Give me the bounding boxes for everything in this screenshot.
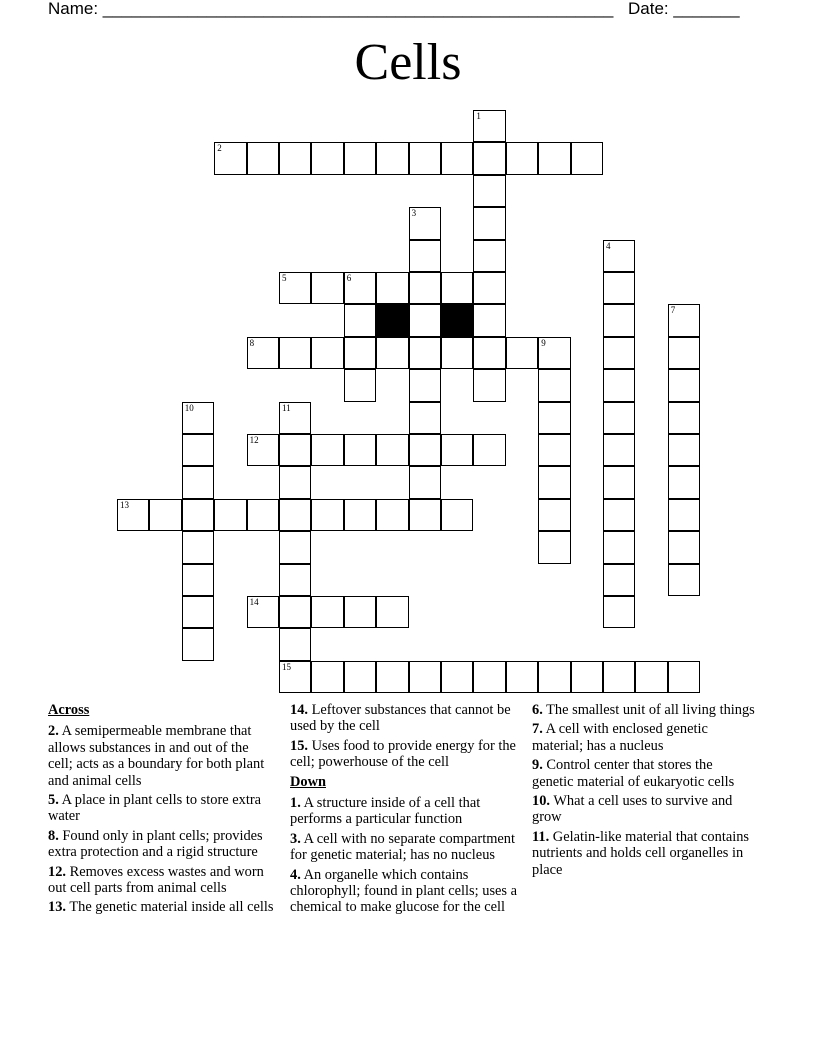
crossword-cell[interactable]	[668, 337, 700, 369]
down-clue	[532, 757, 756, 790]
clue-text: A semipermeable membrane that allows substances in and out of the cell; acts as a boundary for both plant and animal cells	[48, 723, 265, 789]
clue-number-label: 12.	[48, 863, 66, 880]
clue-number-label: 1.	[290, 795, 301, 812]
clue-text: The smallest unit of all living things	[542, 702, 755, 718]
clue-text: What a cell uses to survive and grow	[532, 793, 733, 826]
crossword-cell[interactable]	[279, 272, 311, 304]
crossword-cell[interactable]	[538, 661, 570, 693]
crossword-cell[interactable]	[668, 434, 700, 466]
crossword-cell[interactable]	[376, 434, 408, 466]
crossword-cell[interactable]	[409, 499, 441, 531]
crossword-cell[interactable]	[409, 466, 441, 498]
across-clue	[48, 792, 276, 825]
crossword-cell[interactable]	[409, 434, 441, 466]
clue-number-label: 11.	[532, 828, 550, 845]
crossword-grid	[117, 110, 699, 692]
across-clue	[48, 899, 276, 915]
crossword-cell[interactable]	[668, 402, 700, 434]
crossword-cell[interactable]	[344, 304, 376, 336]
down-clue	[532, 721, 756, 754]
down-clue	[290, 795, 526, 828]
crossword-cell[interactable]	[635, 661, 667, 693]
blocked-square	[376, 304, 408, 336]
crossword-cell[interactable]	[603, 531, 635, 563]
crossword-cell[interactable]	[473, 272, 505, 304]
down-clue	[532, 702, 756, 718]
crossword-cell[interactable]	[409, 661, 441, 693]
clue-number-label: 5.	[48, 792, 59, 809]
crossword-cell[interactable]	[668, 531, 700, 563]
crossword-cell[interactable]	[311, 337, 343, 369]
crossword-cell[interactable]	[441, 499, 473, 531]
crossword-cell[interactable]	[182, 531, 214, 563]
across-clue	[290, 738, 526, 771]
crossword-cell[interactable]	[668, 369, 700, 401]
header	[48, 0, 748, 22]
crossword-cell[interactable]	[538, 337, 570, 369]
crossword-cell[interactable]	[506, 142, 538, 174]
crossword-cell[interactable]	[279, 628, 311, 660]
crossword-cell[interactable]	[603, 402, 635, 434]
crossword-cell[interactable]	[538, 142, 570, 174]
crossword-cell[interactable]	[603, 661, 635, 693]
clue-number: 12	[249, 435, 259, 445]
crossword-cell[interactable]	[441, 434, 473, 466]
page-title: Cells	[354, 34, 462, 91]
crossword-cell[interactable]	[279, 142, 311, 174]
crossword-cell[interactable]	[538, 434, 570, 466]
crossword-cell[interactable]	[538, 499, 570, 531]
crossword-cell[interactable]	[603, 564, 635, 596]
crossword-cell[interactable]	[182, 434, 214, 466]
crossword-cell[interactable]	[538, 369, 570, 401]
down-clue	[532, 829, 756, 878]
clue-text: Gelatin-like material that contains nutrients and holds cell organelles in place	[532, 828, 749, 878]
crossword-cell[interactable]	[409, 240, 441, 272]
crossword-cell[interactable]	[668, 564, 700, 596]
crossword-cell[interactable]	[279, 499, 311, 531]
crossword-cell[interactable]	[376, 596, 408, 628]
crossword-cell[interactable]	[376, 142, 408, 174]
across-clue	[48, 864, 276, 897]
crossword-cell[interactable]	[247, 337, 279, 369]
crossword-cell[interactable]	[214, 142, 246, 174]
crossword-cell[interactable]	[473, 110, 505, 142]
clues-column-3	[532, 702, 756, 881]
crossword-cell[interactable]	[603, 337, 635, 369]
across-heading: Across	[48, 702, 90, 718]
clue-number-label: 2.	[48, 723, 59, 740]
name-field-label[interactable]: Name: ______________________________________________________	[48, 0, 614, 18]
down-heading: Down	[290, 773, 326, 790]
clue-number: 4	[606, 240, 611, 251]
crossword-cell[interactable]	[538, 466, 570, 498]
clue-number-label: 10.	[532, 793, 550, 810]
crossword-cell[interactable]	[247, 499, 279, 531]
crossword-cell[interactable]	[344, 661, 376, 693]
crossword-cell[interactable]	[247, 142, 279, 174]
crossword-cell[interactable]	[344, 369, 376, 401]
crossword-cell[interactable]	[279, 531, 311, 563]
crossword-cell[interactable]	[376, 661, 408, 693]
crossword-cell[interactable]	[473, 434, 505, 466]
crossword-cell[interactable]	[473, 175, 505, 207]
crossword-cell[interactable]	[668, 304, 700, 336]
crossword-cell[interactable]	[149, 499, 181, 531]
crossword-cell[interactable]	[376, 499, 408, 531]
crossword-cell[interactable]	[603, 434, 635, 466]
crossword-cell[interactable]	[473, 369, 505, 401]
crossword-cell[interactable]	[441, 337, 473, 369]
clue-text: Control center that stores the genetic material of eukaryotic cells	[532, 757, 735, 790]
clue-number: 11	[282, 402, 291, 413]
clue-number: 7	[670, 305, 676, 316]
crossword-cell[interactable]	[214, 499, 246, 531]
crossword-cell[interactable]	[279, 402, 311, 434]
clue-number-label: 3.	[290, 830, 301, 847]
clues-column-1	[48, 702, 276, 919]
clue-text: Found only in plant cells; provides extra protection and a rigid structure	[48, 827, 263, 861]
crossword-cell[interactable]	[279, 661, 311, 693]
crossword-cell[interactable]	[668, 499, 700, 531]
clue-number: 8	[249, 337, 255, 348]
clue-text: A cell with enclosed genetic material; has a nucleus	[532, 721, 708, 754]
crossword-cell[interactable]	[279, 434, 311, 466]
crossword-cell[interactable]	[571, 661, 603, 693]
clue-text: A cell with no separate compartment for genetic material; has no nucleus	[290, 830, 515, 864]
clue-number: 9	[541, 337, 546, 348]
clue-number: 14	[249, 597, 259, 607]
clue-number-label: 6.	[532, 702, 543, 718]
crossword-cell[interactable]	[473, 142, 505, 174]
down-clue	[290, 867, 526, 916]
crossword-cell[interactable]	[247, 434, 279, 466]
clue-number-label: 8.	[48, 827, 59, 844]
crossword-cell[interactable]	[311, 596, 343, 628]
crossword-cell[interactable]	[441, 142, 473, 174]
crossword-cell[interactable]	[279, 337, 311, 369]
crossword-cell[interactable]	[376, 272, 408, 304]
crossword-cell[interactable]	[473, 337, 505, 369]
crossword-cell[interactable]	[311, 142, 343, 174]
crossword-cell[interactable]	[603, 304, 635, 336]
crossword-cell[interactable]	[344, 142, 376, 174]
crossword-cell[interactable]	[182, 499, 214, 531]
crossword-cell[interactable]	[506, 337, 538, 369]
crossword-cell[interactable]	[279, 596, 311, 628]
clue-number: 13	[120, 499, 129, 510]
crossword-cell[interactable]	[311, 661, 343, 693]
crossword-cell[interactable]	[409, 369, 441, 401]
crossword-cell[interactable]	[441, 272, 473, 304]
date-field-label[interactable]: Date: _______	[628, 0, 740, 18]
crossword-cell[interactable]	[473, 304, 505, 336]
clue-number-label: 9.	[532, 757, 543, 774]
crossword-cell[interactable]	[441, 661, 473, 693]
crossword-cell[interactable]	[344, 434, 376, 466]
crossword-cell[interactable]	[603, 596, 635, 628]
crossword-cell[interactable]	[603, 466, 635, 498]
clue-text: Leftover substances that cannot be used by the cell	[290, 702, 511, 735]
crossword-cell[interactable]	[603, 499, 635, 531]
crossword-cell[interactable]	[182, 466, 214, 498]
crossword-cell[interactable]	[506, 661, 538, 693]
crossword-cell[interactable]	[473, 240, 505, 272]
crossword-cell[interactable]	[376, 337, 408, 369]
crossword-cell[interactable]	[668, 661, 700, 693]
clue-text: The genetic material inside all cells	[66, 899, 274, 916]
clue-text: Removes excess wastes and worn out cell parts from animal cells	[48, 863, 264, 897]
clue-number: 15	[282, 661, 291, 672]
clue-number: 1	[476, 111, 481, 121]
crossword-cell[interactable]	[668, 466, 700, 498]
crossword-cell[interactable]	[571, 142, 603, 174]
crossword-cell[interactable]	[279, 466, 311, 498]
crossword-cell[interactable]	[409, 402, 441, 434]
crossword-cell[interactable]	[409, 207, 441, 239]
crossword-cell[interactable]	[117, 499, 149, 531]
clue-number: 2	[217, 143, 222, 154]
crossword-cell[interactable]	[344, 272, 376, 304]
crossword-cell[interactable]	[409, 272, 441, 304]
crossword-cell[interactable]	[344, 499, 376, 531]
crossword-cell[interactable]	[344, 596, 376, 628]
crossword-cell[interactable]	[247, 596, 279, 628]
clue-number-label: 14.	[290, 702, 308, 718]
clue-number-label: 7.	[532, 721, 543, 738]
clue-text: Uses food to provide energy for the cell; powerhouse of the cell	[290, 737, 516, 771]
crossword-cell[interactable]	[538, 402, 570, 434]
clue-text: A place in plant cells to store extra water	[48, 792, 262, 825]
crossword-cell[interactable]	[182, 564, 214, 596]
crossword-cell[interactable]	[311, 434, 343, 466]
clue-text: An organelle which contains chlorophyll; found in plant cells; uses a chemical to make glucose for the cell	[290, 866, 518, 916]
crossword-cell[interactable]	[473, 661, 505, 693]
crossword-cell[interactable]	[409, 304, 441, 336]
clues-column-2	[290, 702, 526, 919]
crossword-cell[interactable]	[182, 628, 214, 660]
crossword-cell[interactable]	[473, 207, 505, 239]
crossword-cell[interactable]	[409, 337, 441, 369]
clue-number: 10	[184, 402, 194, 413]
crossword-cell[interactable]	[311, 272, 343, 304]
across-clue	[48, 828, 276, 861]
blocked-square	[441, 304, 473, 336]
across-clue	[48, 723, 276, 789]
clue-text: A structure inside of a cell that performs a particular function	[290, 795, 481, 828]
crossword-cell[interactable]	[182, 596, 214, 628]
clue-number-label: 13.	[48, 899, 66, 916]
clue-number-label: 15.	[290, 737, 308, 754]
crossword-cell[interactable]	[344, 337, 376, 369]
clue-number: 6	[346, 273, 352, 283]
down-clue	[290, 831, 526, 864]
across-clue	[290, 702, 526, 735]
crossword-cell[interactable]	[409, 142, 441, 174]
crossword-cell[interactable]	[279, 564, 311, 596]
clue-number: 3	[411, 208, 417, 219]
crossword-cell[interactable]	[603, 240, 635, 272]
crossword-cell[interactable]	[311, 499, 343, 531]
clue-number: 5	[282, 273, 287, 283]
crossword-cell[interactable]	[603, 369, 635, 401]
clue-number-label: 4.	[290, 866, 301, 883]
crossword-cell[interactable]	[182, 402, 214, 434]
crossword-cell[interactable]	[603, 272, 635, 304]
crossword-cell[interactable]	[538, 531, 570, 563]
down-clue	[532, 793, 756, 826]
